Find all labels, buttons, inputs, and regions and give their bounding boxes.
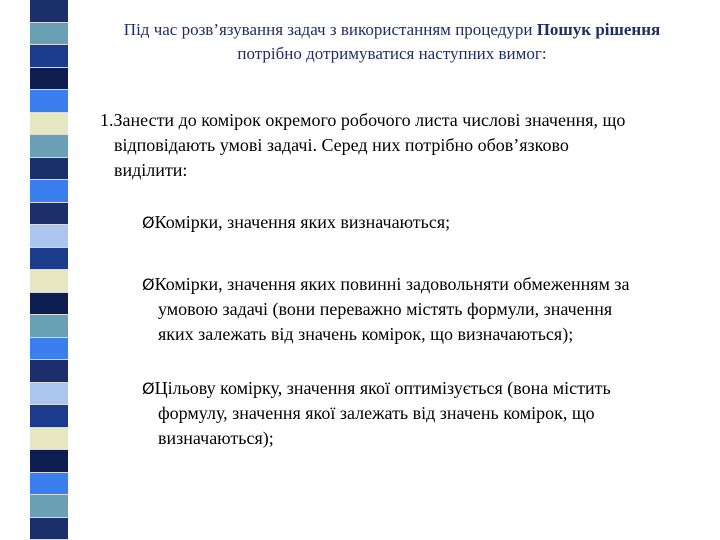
arrow-bullet-icon: Ø [142,275,155,294]
stripe-segment [30,383,68,406]
stripe-segment [30,23,68,46]
stripe-segment [30,450,68,473]
stripe-segment [30,270,68,293]
bullet-text: Комірки, значення яких повинні задовольняти обмеженням за [154,274,630,294]
bullet-text: Цільову комірку, значення якої оптимізується (вона містить [154,378,611,398]
bullet-item-3 [142,376,702,451]
bullet-line: яких залежать від значень комірок, що визначаються); [158,324,574,344]
numbered-item-1 [100,108,700,183]
stripe-segment [30,0,68,23]
stripe-segment [30,473,68,496]
bullet-item-2 [142,272,702,347]
stripe-segment [30,45,68,68]
item1-line2: відповідають умові задачі. Серед них потрібно обов’язково [114,135,569,155]
stripe-segment [30,68,68,91]
stripe-segment [30,428,68,451]
stripe-segment [30,495,68,518]
stripe-segment [30,158,68,181]
bullet-line [142,210,702,235]
stripe-segment [30,113,68,136]
decorative-stripe [30,0,68,540]
stripe-segment [30,225,68,248]
stripe-segment [30,315,68,338]
heading-line-2: потрібно дотримуватися наступних вимог: [237,44,547,63]
slide-heading [80,18,704,66]
stripe-segment [30,203,68,226]
stripe-segment [30,405,68,428]
stripe-segment [30,518,68,540]
bullet-line: умовою задачі (вони переважно містять формули, значення [158,299,613,319]
arrow-bullet-icon: Ø [142,213,155,232]
stripe-segment [30,90,68,113]
bullet-text: Комірки, значення яких визначаються; [154,212,451,232]
bullet-line: формулу, значення якої залежать від значень комірок, що [158,403,595,423]
stripe-segment [30,135,68,158]
item1-line1: 1.Занести до комірок окремого робочого листа числові значення, що [100,110,626,130]
arrow-bullet-icon: Ø [142,379,155,398]
stripe-segment [30,360,68,383]
stripe-segment [30,248,68,271]
stripe-segment [30,293,68,316]
item1-line3: виділити: [114,160,188,180]
bullet-line: визначаються); [158,428,274,448]
stripe-segment [30,338,68,361]
heading-text: Під час розв’язування задач з використанням процедури [123,20,537,39]
bullet-line [142,272,702,297]
bullet-line [142,376,702,401]
heading-procedure-name: Пошук рішення [536,20,661,39]
bullet-item-1 [142,210,702,235]
stripe-segment [30,180,68,203]
heading-line-1 [80,18,704,42]
